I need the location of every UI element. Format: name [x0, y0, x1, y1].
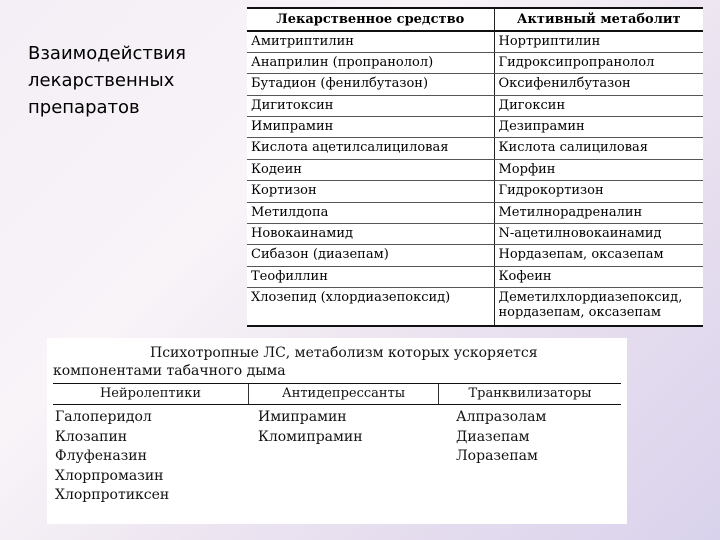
tobacco-metabolism-table: [47, 338, 627, 524]
table-row: [247, 224, 703, 245]
table-row: [247, 117, 703, 138]
drug-cell: Кислота ацетилсалициловая: [247, 138, 494, 159]
tranquilizers-column: [438, 408, 621, 518]
table-row: [247, 52, 703, 73]
drug-cell: Кодеин: [247, 159, 494, 180]
table-row: [247, 288, 703, 326]
column-header-antidepressants: Антидепрессанты: [248, 384, 438, 404]
metabolite-cell: Кислота салициловая: [494, 138, 703, 159]
table-row: [247, 74, 703, 95]
metabolite-cell: Гидрокортизон: [494, 181, 703, 202]
metabolite-cell: Дезипрамин: [494, 117, 703, 138]
metabolite-cell: N-ацетилновокаинамид: [494, 224, 703, 245]
metabolite-cell: Гидроксипропранолол: [494, 52, 703, 73]
metabolite-cell: Нордазепам, оксазепам: [494, 245, 703, 266]
list-item: Флуфеназин: [55, 448, 147, 464]
slide-title-line: препаратов: [28, 97, 140, 118]
drug-cell: Новокаинамид: [247, 224, 494, 245]
drug-cell: Амитриптилин: [247, 31, 494, 52]
column-header-drug: Лекарственное средство: [247, 8, 494, 31]
list-item: Диазепам: [456, 428, 530, 445]
table-row: [247, 202, 703, 223]
table-row: [247, 245, 703, 266]
metabolite-cell: Нортриптилин: [494, 31, 703, 52]
slide-title: [28, 40, 238, 121]
table-row: [247, 159, 703, 180]
drug-cell: Анаприлин (пропранолол): [247, 52, 494, 73]
list-item: Имипрамин: [258, 409, 347, 425]
list-item: Хлорпромазин: [55, 467, 164, 484]
antidepressants-column: [248, 408, 438, 518]
neuroleptics-column: [53, 408, 248, 518]
metabolite-cell: Дигоксин: [494, 95, 703, 116]
drug-cell: Дигитоксин: [247, 95, 494, 116]
slide-title-line: лекарственных: [28, 70, 175, 91]
drug-cell: Сибазон (диазепам): [247, 245, 494, 266]
drug-cell: Теофиллин: [247, 266, 494, 287]
table-row: [247, 95, 703, 116]
list-item: Хлорпротиксен: [55, 487, 170, 503]
column-header-tranquilizers: Транквилизаторы: [438, 384, 621, 404]
table-row: [247, 138, 703, 159]
list-item: Клозапин: [55, 428, 128, 445]
drug-cell: Бутадион (фенилбутазон): [247, 74, 494, 95]
drug-cell: Хлозепид (хлордиазепоксид): [247, 288, 494, 326]
list-item: Алпразолам: [456, 409, 547, 425]
metabolite-cell: Кофеин: [494, 266, 703, 287]
metabolites-table: [247, 7, 703, 327]
metabolite-cell: Деметилхлордиазепоксид, нордазепам, оксазепам: [494, 288, 703, 326]
metabolite-cell: Метилнорадреналин: [494, 202, 703, 223]
table-caption: Психотропные ЛС, метаболизм которых ускоряется компонентами табачного дыма: [53, 345, 538, 379]
table-body: [53, 408, 621, 518]
drug-cell: Имипрамин: [247, 117, 494, 138]
list-item: Кломипрамин: [258, 428, 363, 445]
metabolite-cell: Морфин: [494, 159, 703, 180]
drug-cell: Кортизон: [247, 181, 494, 202]
table-row: [247, 31, 703, 52]
list-item: Галоперидол: [55, 409, 152, 425]
column-header-metabolite: Активный метаболит: [494, 8, 703, 31]
column-header-neuroleptics: Нейролептики: [99, 386, 202, 401]
table-header-row: [53, 383, 621, 405]
list-item: Лоразепам: [456, 448, 538, 464]
metabolite-cell: Оксифенилбутазон: [494, 74, 703, 95]
table-header-row: [247, 8, 703, 31]
table-row: [247, 266, 703, 287]
slide-title-line: Взаимодействия: [28, 43, 186, 64]
table-row: [247, 181, 703, 202]
drug-cell: Метилдопа: [247, 202, 494, 223]
